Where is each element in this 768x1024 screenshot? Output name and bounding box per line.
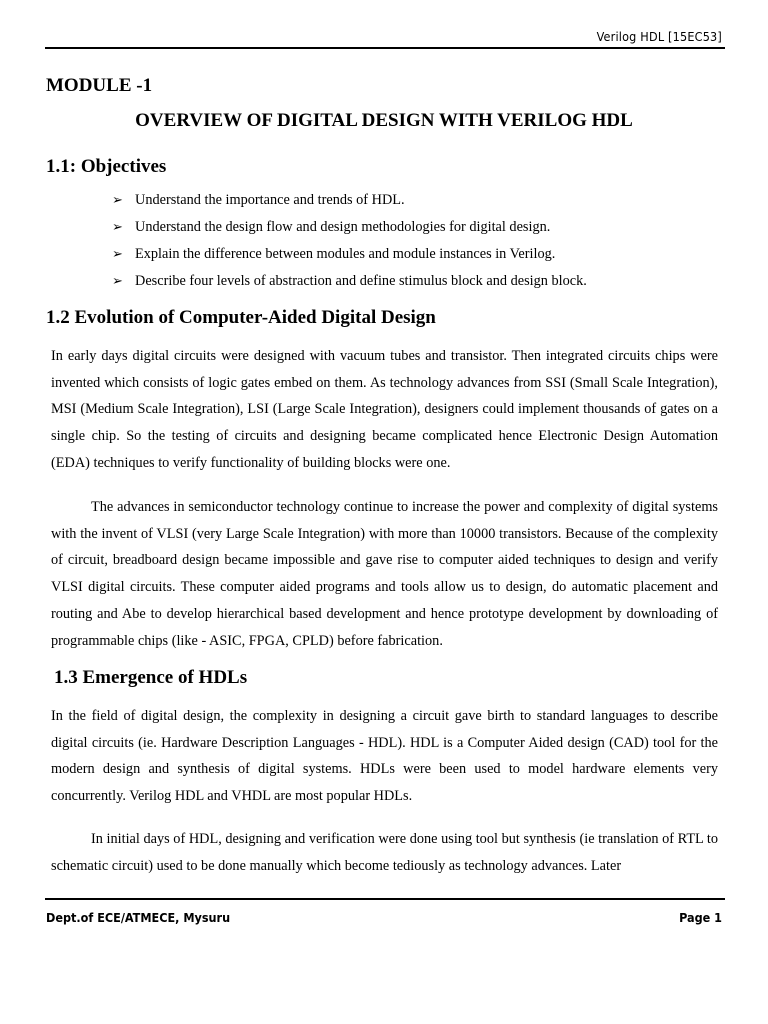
section-heading-evolution: 1.2 Evolution of Computer-Aided Digital Design — [46, 307, 436, 328]
paragraph: In initial days of HDL, designing and verification were done using tool but synthesis (ie translation of RTL to schematic circuit) used to be done manually which become tediously as technology advances. Later — [51, 831, 718, 874]
arrow-bullet-icon: ➢ — [112, 192, 123, 207]
page-number: Page 1 — [679, 910, 722, 925]
section-heading-objectives: 1.1: Objectives — [46, 156, 167, 177]
footer-rule — [45, 898, 725, 900]
footer-department: Dept.of ECE/ATMECE, Mysuru — [46, 910, 231, 925]
page-title: OVERVIEW OF DIGITAL DESIGN WITH VERILOG HDL — [135, 110, 633, 131]
running-header: Verilog HDL [15EC53] — [596, 29, 722, 44]
bullet-text: Explain the difference between modules and module instances in Verilog. — [135, 246, 556, 262]
bullet-text: Understand the design flow and design methodologies for digital design. — [135, 219, 551, 235]
list-item — [112, 244, 587, 271]
module-label: MODULE -1 — [46, 75, 153, 96]
list-item — [112, 217, 587, 244]
section-heading-emergence: 1.3 Emergence of HDLs — [54, 667, 248, 688]
paragraph: The advances in semiconductor technology continue to increase the power and complexity of digital systems with the invent of VLSI (very Large Scale Integration) with more than 10000 transistors. Because of the complexity of circuit, breadboard design became impossible and gave rise to computer aided techniques to design and verify VLSI digital circuits. These computer aided programs and tools allow us to design, do automatic placement and routing and Abe to develop hierarchical based development and hence prototype development by downloading of programmable chips (like - ASIC, FPGA, CPLD) before fabrication. — [51, 499, 718, 649]
bullet-text: Describe four levels of abstraction and define stimulus block and design block. — [135, 273, 587, 289]
list-item — [112, 271, 587, 298]
objectives-list — [112, 190, 587, 298]
bullet-text: Understand the importance and trends of HDL. — [135, 192, 405, 208]
paragraph: In early days digital circuits were designed with vacuum tubes and transistor. Then integrated circuits chips were invented which consists of logic gates embed on them. As technology advances from SSI (Small Scale Integration), MSI (Medium Scale Integration), LSI (Large Scale Integration), designers could implement thousands of gates on a single chip. So the testing of circuits and designing became complicated hence Electronic Design Automation (EDA) techniques to verify functionality of building blocks were one. — [51, 348, 718, 471]
header-rule — [45, 47, 725, 49]
arrow-bullet-icon: ➢ — [112, 273, 123, 288]
arrow-bullet-icon: ➢ — [112, 246, 123, 261]
paragraph: In the field of digital design, the complexity in designing a circuit gave birth to standard languages to describe digital circuits (ie. Hardware Description Languages - HDL). HDL is a Computer Aided design (CAD) tool for the modern design and synthesis of digital systems. HDLs were been used to model hardware elements very concurrently. Verilog HDL and VHDL are most popular HDLs. — [51, 708, 718, 805]
arrow-bullet-icon: ➢ — [112, 219, 123, 234]
list-item — [112, 190, 587, 217]
